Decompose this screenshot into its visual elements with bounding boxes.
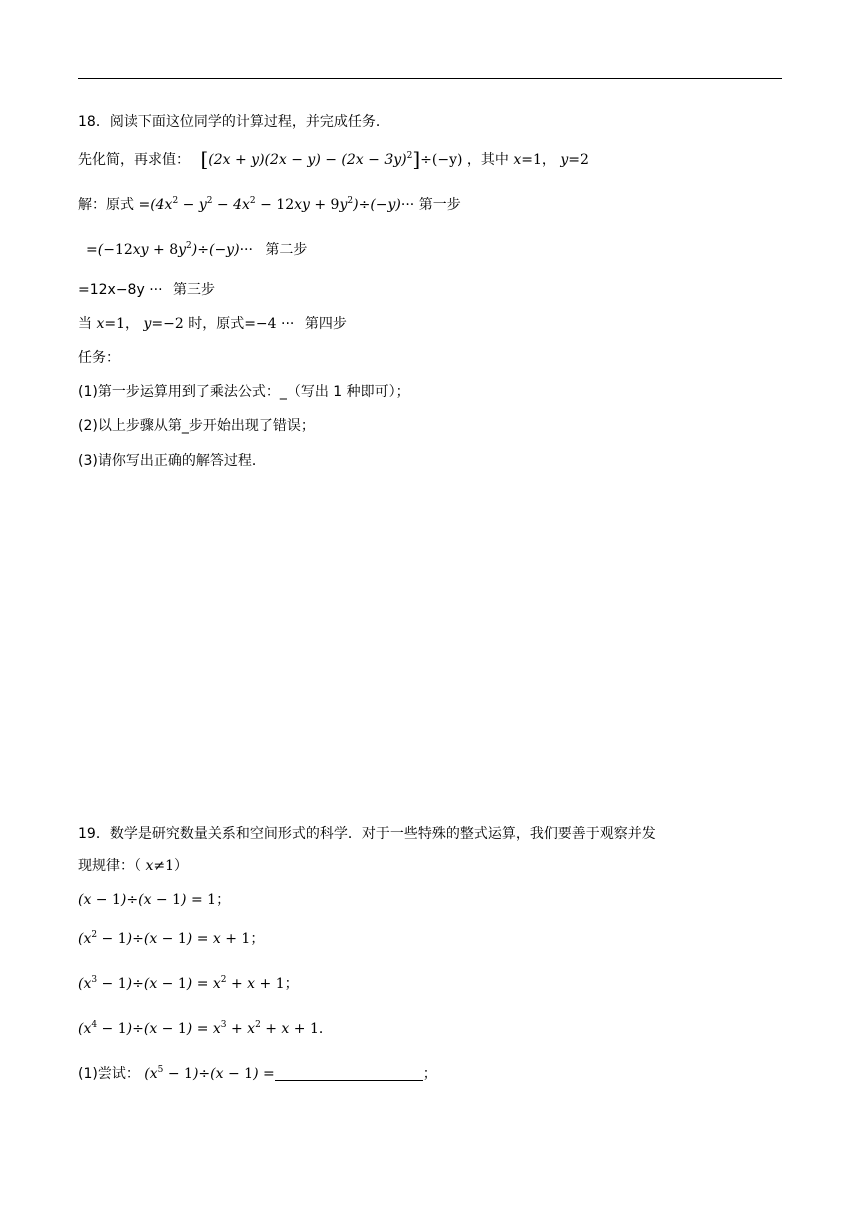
q18-step2 bbox=[86, 240, 307, 260]
q18-step3-expr: =12x−8y ··· bbox=[78, 282, 163, 298]
q18-title: 18．阅读下面这位同学的计算过程，并完成任务． bbox=[78, 114, 390, 130]
q19-try-expr: $(x^5 - 1)\div(x - 1)$ = bbox=[144, 1065, 275, 1082]
q19-eq1: (x − 1)÷(x − 1) = 1； bbox=[78, 892, 231, 908]
q18-problem bbox=[78, 149, 589, 170]
q18-sol-prefix: 解：原式 bbox=[78, 197, 139, 213]
q19-try-end: ； bbox=[422, 1066, 437, 1082]
q18-step2-expr: $=(-12xy + 8y^2)\div(-y)\cdot\cdot\cdot$ bbox=[86, 241, 253, 258]
q18-problem-cond: ，其中 x=1， y=2 bbox=[466, 152, 589, 168]
header-rule bbox=[78, 78, 782, 79]
q19-try-label: (1)尝试： bbox=[78, 1066, 140, 1082]
q18-step3-label: 第三步 bbox=[173, 282, 216, 298]
q19-eq3: $(x^3 - 1)\div(x - 1) = x^2 + x + 1$； bbox=[78, 975, 299, 992]
q18-step4-label: 第四步 bbox=[304, 316, 347, 332]
q18-task-label: 任务： bbox=[78, 350, 120, 366]
q18-step1-expr: $=(4x^2 - y^2 - 4x^2 - 12xy + 9y^2)\div(-y)\cdot\cdot\cdot$ bbox=[138, 196, 415, 213]
q19-try bbox=[78, 1064, 437, 1084]
q19-title-line2: 现规律：（ x≠1） bbox=[78, 858, 188, 874]
q18-task1: (1)第一步运算用到了乘法公式：_（写出 1 种即可）； bbox=[78, 384, 410, 400]
q18-problem-expr: $[(2x + y)(2x - y) - (2x - 3y)^2]\div(-y)$ bbox=[200, 147, 463, 171]
q19-answer-blank[interactable] bbox=[275, 1066, 423, 1081]
q18-step4-text: 当 x=1， y=−2 时，原式=−4 ··· bbox=[78, 316, 295, 332]
q18-step4 bbox=[78, 314, 347, 334]
q18-step1-label: 第一步 bbox=[418, 197, 461, 213]
q18-task3: (3)请你写出正确的解答过程． bbox=[78, 453, 266, 469]
q18-task2: (2)以上步骤从第_步开始出现了错误； bbox=[78, 418, 315, 434]
q19-title-line1: 19．数学是研究数量关系和空间形式的科学．对于一些特殊的整式运算，我们要善于观察并发 bbox=[78, 826, 656, 842]
q18-step2-label: 第二步 bbox=[265, 242, 308, 258]
q18-problem-lead: 先化简，再求值： bbox=[78, 152, 190, 168]
q19-eq4: $(x^4 - 1)\div(x - 1) = x^3 + x^2 + x + 1$． bbox=[78, 1020, 333, 1037]
q18-step3 bbox=[78, 280, 215, 300]
q18-step1 bbox=[78, 195, 461, 215]
q19-eq2: $(x^2 - 1)\div(x - 1) = x + 1$； bbox=[78, 930, 265, 947]
